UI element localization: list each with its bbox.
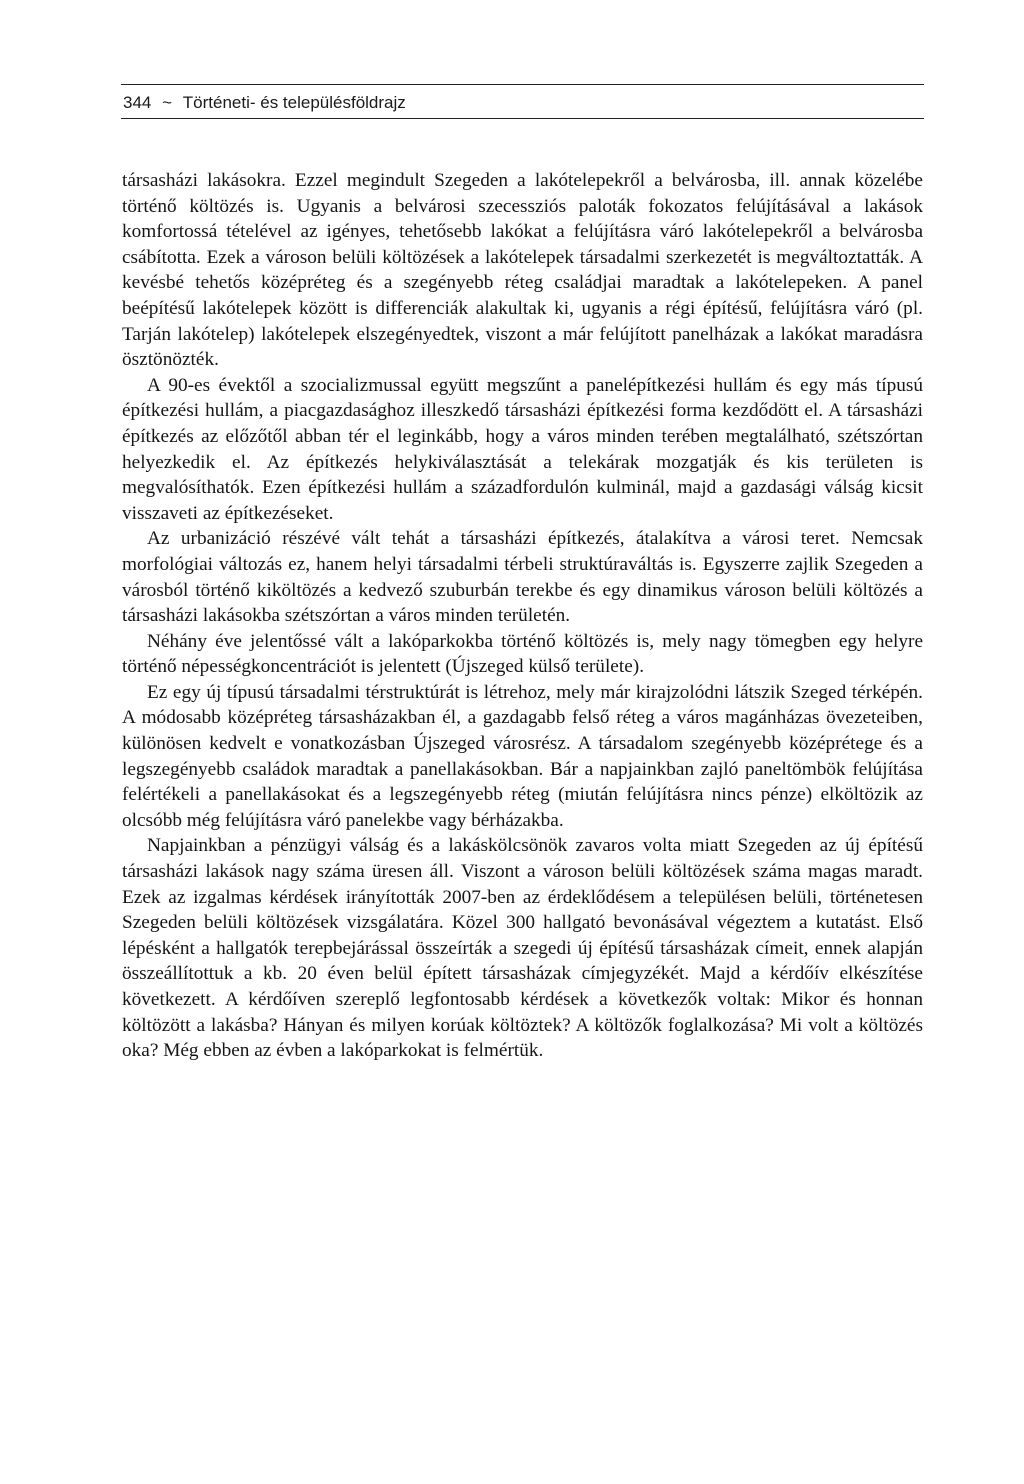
paragraph-4: Néhány éve jelentőssé vált a lakóparkokba történő költözés is, mely nagy tömegben egy helyre történő népességkoncentrációt is jelentett (Újszeged külső területe). [122,630,923,678]
paragraph-1: társasházi lakásokra. Ezzel megindult Szegeden a lakótelepekről a belvárosba, ill. annak közelébe történő költözés is. Ugyanis a belvárosi szecessziós paloták fokozatos felújításával a lakások komfortossá tételével az igényes, tehetősebb lakókat a felújításra váró lakótelepekről a belvárosba csábította. Ezek a városon belüli költözések a lakótelepek társadalmi szerkezetét is megváltoztatták. A kevésbé tehetős középréteg és a szegényebb réteg családjai maradtak a lakótelepeken. A panel beépítésű lakótelepek között is differenciák alakultak ki, ugyanis a régi építésű, felújításra váró (pl. Tarján lakótelep) lakótelepek elszegényedtek, viszont a már felújított panelházak a lakókat maradásra ösztönözték. [122,170,923,371]
paragraph-3: Az urbanizáció részévé vált tehát a társasházi építkezés, átalakítva a városi teret. Nemcsak morfológiai változás ez, hanem helyi társadalmi térbeli struktúraváltás is. Egyszerre zajlik Szegeden a városból történő kiköltözés a kedvező szuburbán terekbe és egy dinamikus városon belüli költözés a társasházi lakásokba szétszórtan a város minden területén. [122,528,923,627]
header-rule-top [121,84,924,85]
paragraph-5: Ez egy új típusú társadalmi térstruktúrát is létrehoz, mely már kirajzolódni látszik Szeged térképén. A módosabb középréteg társasházakban él, a gazdagabb felső réteg a város magánházas övezeteiben, különösen kedvelt e vonatkozásban Újszeged városrész. A társadalom szegényebb középrétege és a legszegényebb családok maradtak a panellakásokban. Bár a napjainkban zajló paneltömbök felújítása felértékeli a panellakásokat és a legszegényebb réteg (miután felújításra nincs pénze) elköltözik az olcsóbb még felújításra váró panelekbe vagy bérházakba. [122,681,923,831]
header-separator: ~ [162,93,173,112]
paragraph-2: A 90-es évektől a szocializmussal együtt megszűnt a panelépítkezési hullám és egy más típusú építkezési hullám, a piacgazdasághoz illeszkedő társasházi építkezési forma kezdődött el. A társasházi építkezés az előzőtől abban tér el leginkább, hogy a város minden terében megtalálható, szétszórtan helyezkedik el. Az építkezés helykiválasztását a telekárak mozgatják és kis területen is megvalósíthatók. Ezen építkezési hullám a századfordulón kulminál, majd a gazdasági válság kicsit visszaveti az építkezéseket. [122,374,923,524]
body-text [122,168,923,1064]
running-head [123,92,923,116]
header-rule-bottom [121,118,924,119]
paragraph-6: Napjainkban a pénzügyi válság és a lakáskölcsönök zavaros volta miatt Szegeden az új építésű társasházi lakások nagy száma üresen áll. Viszont a városon belüli költözések száma magas maradt. Ezek az izgalmas kérdések irányították 2007-ben az érdeklődésem a településen belüli, történetesen Szegeden belüli költözések vizsgálatára. Közel 300 hallgató bevonásával végeztem a kutatást. Első lépésként a hallgatók terepbejárással összeírták a szegedi új építésű társasházak címeit, ennek alapján összeállítottuk a kb. 20 éven belül épített társasházak címjegyzékét. Majd a kérdőív elkészítése következett. A kérdőíven szereplő legfontosabb kérdések a következők voltak: Mikor és honnan költözött a lakásba? Hányan és milyen korúak költöztek? A költözők foglalkozása? Mi volt a költözés oka? Még ebben az évben a lakóparkokat is felmértük. [122,835,923,1062]
page-number: 344 [123,93,152,112]
running-title: Történeti- és településföldrajz [182,93,406,112]
